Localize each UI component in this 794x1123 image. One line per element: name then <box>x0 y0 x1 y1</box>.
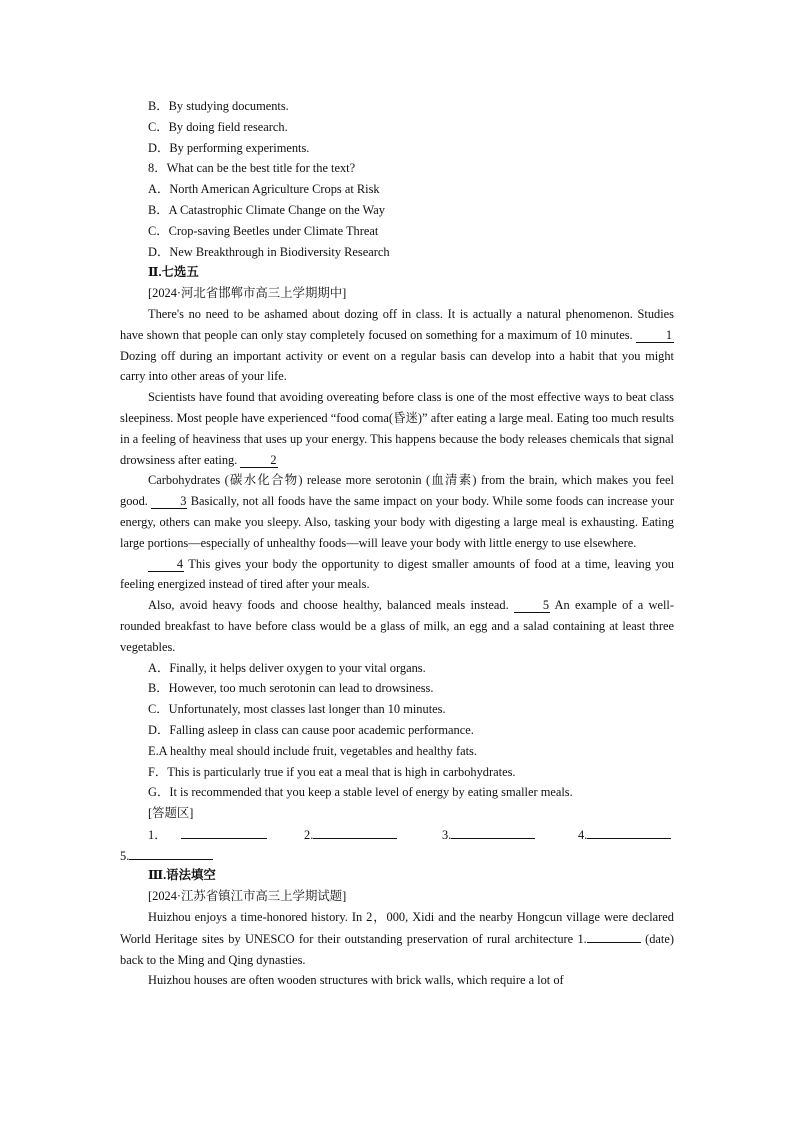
answer-slot-5 <box>120 845 213 867</box>
option-d: D．Falling asleep in class can cause poor academic performance. <box>148 722 474 737</box>
option-c: C．Unfortunately, most classes last longer than 10 minutes. <box>148 702 446 717</box>
q7-option-b: B．By studying documents. <box>148 99 289 113</box>
answer-row <box>120 845 674 866</box>
answer-line[interactable] <box>313 824 397 839</box>
answer-slot-2 <box>304 824 397 846</box>
answer-blank-4[interactable]: 4 <box>148 557 184 572</box>
paragraph-text: Huizhou enjoys a time-honored history. In 2，000, Xidi and the nearby Hongcun village were declared World Heritage sites by UNESCO for their outstanding preservation of rural architecture 1. <box>120 910 674 946</box>
section-2-source: [2024·河北省邯郸市高三上学期期中] <box>148 286 347 301</box>
section-3 <box>120 865 674 991</box>
answer-line[interactable] <box>129 845 213 860</box>
answer-line[interactable] <box>451 824 535 839</box>
answer-blank-5[interactable]: 5 <box>514 598 550 613</box>
answer-line[interactable] <box>587 824 671 839</box>
answer-number: 4. <box>578 827 588 842</box>
q7-options <box>120 96 674 158</box>
answer-slot-1 <box>148 824 267 846</box>
section-2-heading: Ⅱ.七选五 <box>148 265 199 280</box>
q8-option-c: C．Crop-saving Beetles under Climate Threat <box>148 223 379 238</box>
option-b: B．However, too much serotonin can lead to drowsiness. <box>148 681 434 696</box>
option-f: F．This is particularly true if you eat a meal that is high in carbohydrates. <box>148 764 516 779</box>
paragraph-text: Dozing off during an important activity or event on a regular basis can develop into a habit that you might carry into other areas of your life. <box>120 348 674 384</box>
q8-option-b: B．A Catastrophic Climate Change on the Way <box>148 202 385 217</box>
paragraph-text: Also, avoid heavy foods and choose healthy, balanced meals instead. <box>148 598 509 613</box>
answer-number: 1． <box>148 827 167 842</box>
passage-paragraph-5 <box>120 595 674 657</box>
paragraph-text: Basically, not all foods have the same impact on your body. While some foods can increase your energy, others can make you sleepy. Also, tasking your body with digesting a large meal is exhausting. Eating large portions—especially of unhealthy foods—will leave your body with little energy to use elsewhere. <box>120 494 674 550</box>
section-2 <box>120 262 674 865</box>
answer-number: 3. <box>442 827 452 842</box>
document-page <box>120 96 674 991</box>
option-e: E.A healthy meal should include fruit, vegetables and healthy fats. <box>148 743 477 758</box>
section-2-options <box>120 658 674 804</box>
paragraph-text: Scientists have found that avoiding overeating before class is one of the most effective ways to beat class sleepiness. Most people have experienced “food coma(昏迷)” after eating a large meal. Eating too much results in a feeling of heaviness that uses up your energy. This happens because the body releases chemicals that signal drowsiness after eating. <box>120 390 674 467</box>
answer-number: 2. <box>304 827 314 842</box>
answer-blank-1[interactable]: 1 <box>636 328 674 343</box>
grammar-paragraph-1 <box>120 907 674 970</box>
q8-option-a: A．North American Agriculture Crops at Risk <box>148 182 380 197</box>
paragraph-text: An example of a well-rounded breakfast to have before class would be a glass of milk, an egg and a salad containing at least three vegetables. <box>120 598 674 654</box>
paragraph-text: Carbohydrates (碳水化合物) release more serotonin (血清素) from the brain, which makes you feel good. <box>120 473 674 509</box>
grammar-blank-1[interactable] <box>587 928 641 943</box>
passage-paragraph-4 <box>120 554 674 596</box>
q7-option-d: D．By performing experiments. <box>148 140 310 155</box>
paragraph-text: There's no need to be ashamed about dozing off in class. It is actually a natural phenomenon. Studies have shown that people can only stay completely focused on something for a maximum of 10 minutes. <box>120 306 674 342</box>
passage-paragraph-3 <box>120 470 674 553</box>
answer-blank-3[interactable]: 3 <box>151 494 187 509</box>
answer-slot-4 <box>578 824 671 846</box>
answer-area-label: [答题区] <box>148 806 194 821</box>
answer-blank-2[interactable]: 2 <box>240 453 278 468</box>
answer-slot-3 <box>442 824 535 846</box>
answer-number: 5. <box>120 848 130 863</box>
q7-option-c: C．By doing field research. <box>148 119 288 134</box>
option-a: A．Finally, it helps deliver oxygen to your vital organs. <box>148 660 426 675</box>
answer-line[interactable] <box>181 824 267 839</box>
passage-paragraph-2 <box>120 387 674 470</box>
paragraph-text: (date) back to the Ming and Qing dynasties. <box>120 931 674 967</box>
q8-option-d: D．New Breakthrough in Biodiversity Research <box>148 244 390 259</box>
section-3-source: [2024·江苏省镇江市高三上学期试题] <box>148 889 347 904</box>
q8-stem: 8．What can be the best title for the text? <box>148 161 356 176</box>
passage-paragraph-1 <box>120 304 674 387</box>
section-3-heading: Ⅲ.语法填空 <box>148 868 216 883</box>
grammar-paragraph-2: Huizhou houses are often wooden structures with brick walls, which require a lot of <box>148 973 564 988</box>
question-8 <box>120 158 674 262</box>
paragraph-text: This gives your body the opportunity to digest smaller amounts of food at a time, leaving you feeling energized instead of tired after your meals. <box>120 556 674 592</box>
answer-row <box>120 824 674 845</box>
option-g: G．It is recommended that you keep a stable level of energy by eating smaller meals. <box>148 785 573 800</box>
